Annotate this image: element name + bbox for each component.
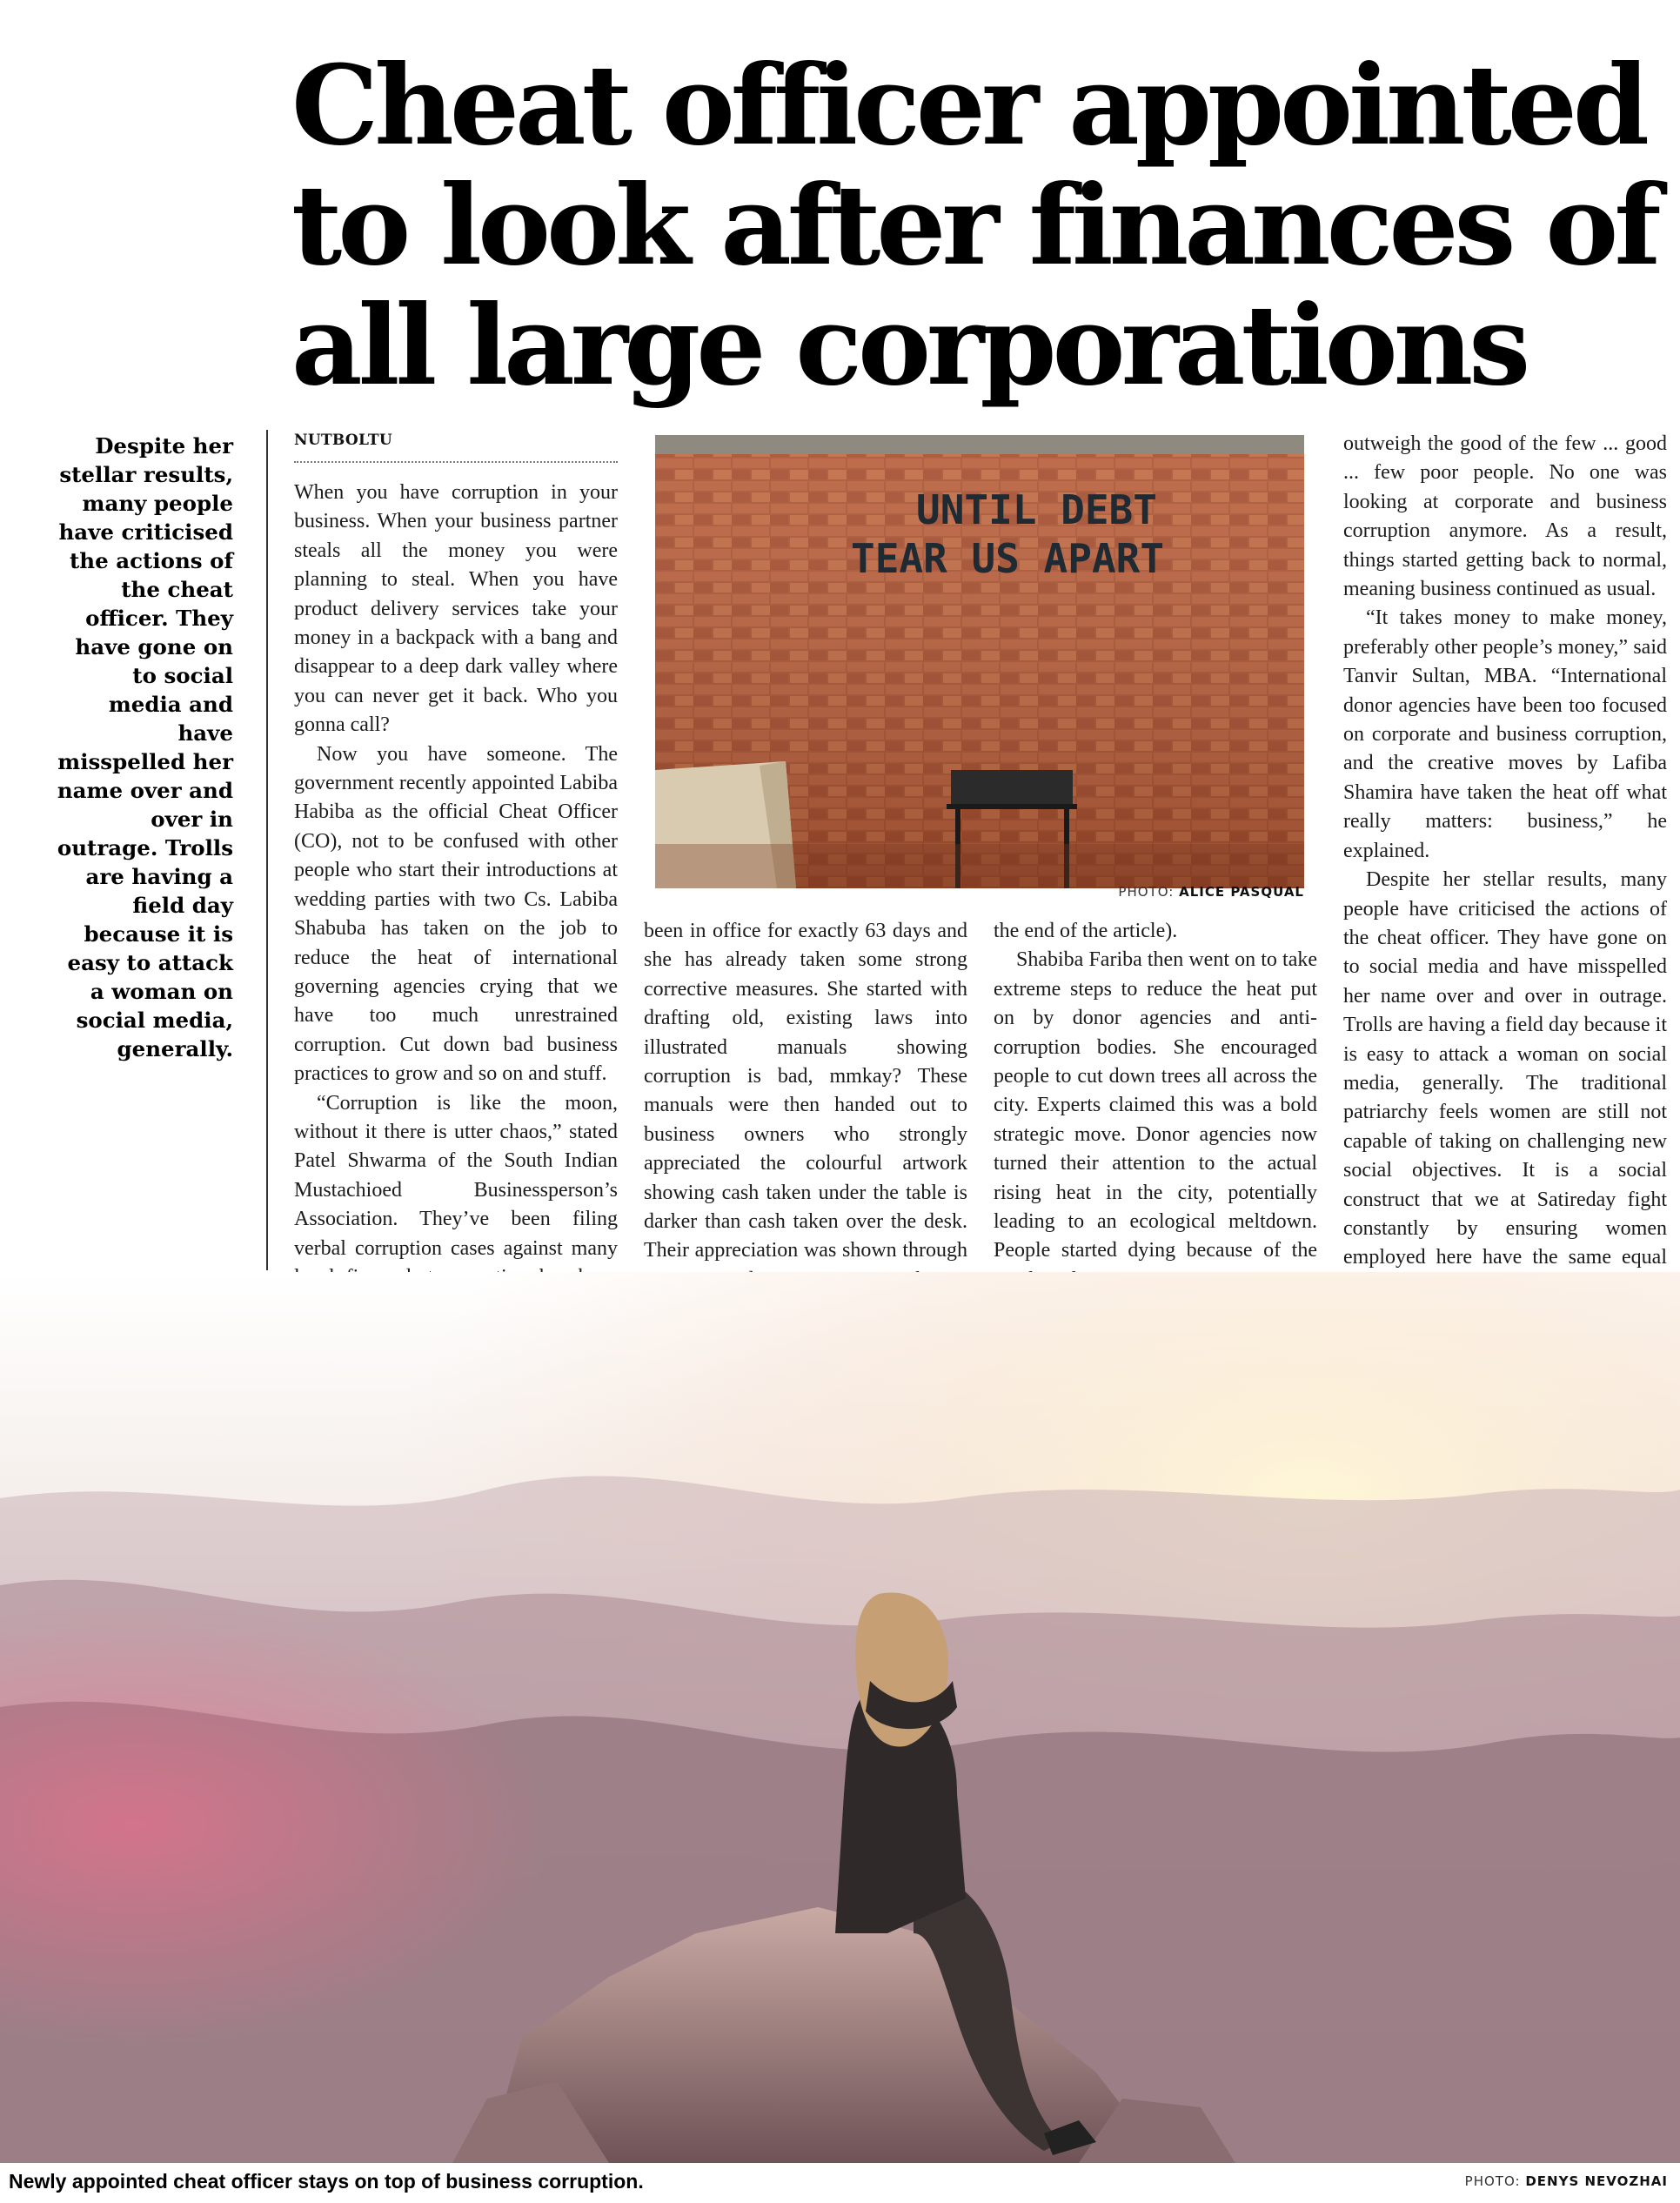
wall-text-2: TEAR US APART xyxy=(851,535,1165,582)
article-paragraph: “Corruption is like the moon, without it there is utter chaos,” stated Patel Shwarma of the South Indian Mustachioed Businessperson’s Association. They’ve been filing verbal corruption cases against many xyxy=(294,1091,618,1260)
column-divider xyxy=(266,430,268,1270)
credit-name: ALICE PASQUAL xyxy=(1179,884,1304,900)
credit-prefix: PHOTO: xyxy=(1118,884,1175,900)
article-paragraph: the end of the article). xyxy=(994,920,1178,942)
credit-name: DENYS NEVOZHAI xyxy=(1525,2173,1668,2189)
photo-credit-1 xyxy=(957,884,1304,900)
headline xyxy=(291,41,1666,410)
article-column-1 xyxy=(294,479,618,1380)
article-column-3 xyxy=(994,917,1317,1324)
article-paragraph: Now you have someone. The government recently appointed Labiba Habiba as the official Cheat Officer (CO), not to be confused with other people who start their introductions at wedding parties with two Cs. Labiba Shabuba has taken on the job to reduce the heat of international governing agencies crying that we have too much unrestrained corruption. Cut down bad business practices to grow and so on and stuff. xyxy=(294,742,618,1086)
article-paragraph: “It takes money to make money, preferably other people’s money,” said Tanvir Sultan, MBA. “International donor agencies have been too focused on corporate and business corruption, and the creative moves by Lafiba Shamira have taken the heat off what really matters: business,” he explained. xyxy=(1343,606,1667,862)
brick-wall-photo xyxy=(655,435,1304,888)
woman-on-rock-image xyxy=(0,1272,1680,2163)
article-paragraph: Shabiba Fariba then went on to take extreme steps to reduce the heat put on by donor agencies and anti-corruption bodies. She encouraged people to cut down trees all across the city. Experts claimed this was a bold strategic move. Donor agencies now turned their attention to the actual rising heat in the city, potentially leading to an ecological meltdown. People started dying because of the xyxy=(994,948,1317,1262)
credit-prefix: PHOTO: xyxy=(1464,2173,1521,2189)
headline-line-3: all large corporations xyxy=(291,281,1527,410)
metal-grill xyxy=(951,770,1073,807)
pull-quote: Despite her stellar results, many people have criticised the actions of the cheat officer. They have gone on to social media and have misspelled her name over and over in outrage. Trolls are having a field day because it is easy to attack a woman on social media, generally. xyxy=(57,433,233,1061)
headline-line-2: to look after finances of xyxy=(291,161,1657,290)
wall-text-1: UNTIL DEBT xyxy=(916,486,1157,533)
photo-credit-2 xyxy=(1465,2173,1668,2189)
article-column-4 xyxy=(1343,430,1667,1360)
article-column-2 xyxy=(644,917,967,1324)
article-paragraph: been in office for exactly 63 days and she has already taken some strong corrective measures. She started with drafting old, existing laws into illustrated manuals showing corruption is bad, mmkay? These manuals were then handed out to business owners who strongly appreciated the colourful artwork showing cash taken under the table is darker than cash taken over the desk. Their appreciation was shown through xyxy=(644,920,967,1262)
article-paragraph: When you have corruption in your business. When your business partner steals all the money you were planning to steal. When you have product delivery services take your money in a backpack with a bang and disappear to a deep dark valley where you can never get it back. Who you gonna call? xyxy=(294,481,618,737)
byline: NUTBOLTU xyxy=(294,432,618,463)
article-paragraph: Despite her stellar results, many people have criticised the actions of the cheat officer. They have gone on to social media and have misspelled her name over and over in outrage. Trolls are having a field day because it is easy to attack a woman on social media, generally. The traditional patriarchy feels women are still not capable of taking on challenging new social objectives. It is a social construct that we at Satireday fight constantly by ensuring women employed here have the same equal xyxy=(1343,868,1667,1269)
mountain-photo xyxy=(0,1272,1680,2163)
brick-wall-image xyxy=(655,435,1304,888)
headline-line-1: Cheat officer appointed xyxy=(291,41,1646,170)
article-paragraph: outweigh the good of the few ... good ... few poor people. No one was looking at corporate and business corruption anymore. As a result, things started getting back to normal, meaning business continued as usual. xyxy=(1343,432,1667,601)
photo-caption: Newly appointed cheat officer stays on top of business corruption. xyxy=(9,2170,644,2193)
